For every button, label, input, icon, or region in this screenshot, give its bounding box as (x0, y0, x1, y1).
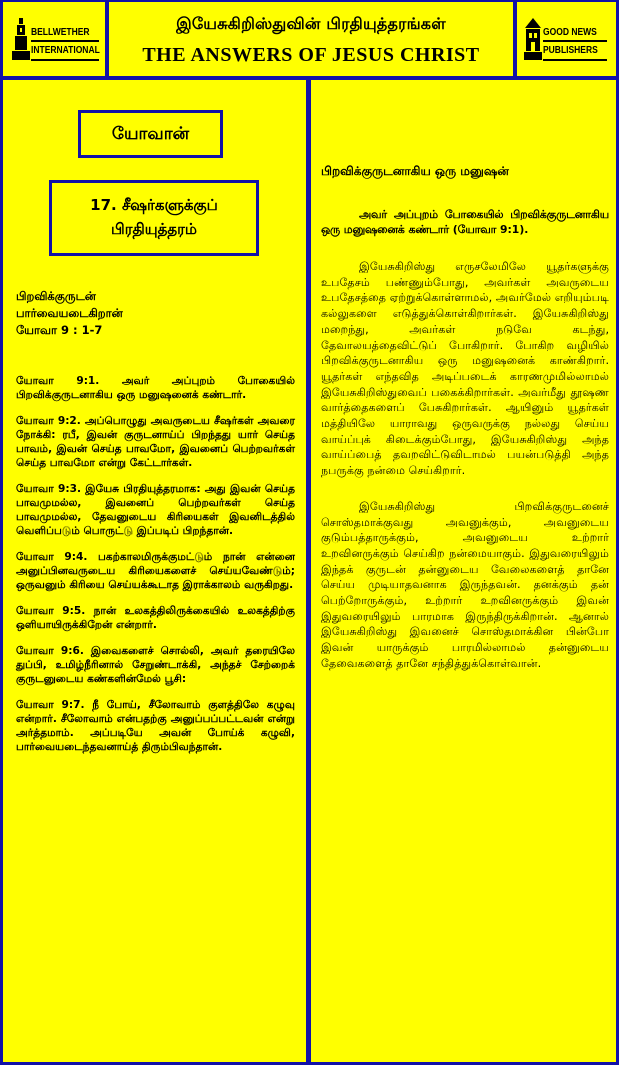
chapter-title (49, 180, 259, 256)
verse-item: யோவா 9:5. நான் உலகத்திலிருக்கையில் உலகத்திற்கு ஒளியாயிருக்கிறேன் என்றார். (16, 605, 295, 631)
commentary-paragraph: இயேசுகிறிஸ்து பிறவிக்குருடனைச் சொஸ்தமாக்குவது அவனுக்கும், அவனுடைய குடும்பத்தாருக்கும், அவனுடைய உற்றார் உறவினருக்கும் செய்கிற நன்மையாகும். இதுவரையிலும் இந்தக் குருடன் தன்னுடைய வேலைகளைத் தானே செய்ய முடியாதவனாக இருந்தவன். தனக்கும் தன் பெற்றோருக்கும், உற்றார் உறவினருக்கும் இவன் இதுவரையிலும் பாரமாக இருந்திருக்கிறான். ஆனால் இயேசுகிறிஸ்து இவனைச் சொஸ்தமாக்கின பின்போ இவன் யாருக்கும் பாரமில்லாமல் தன்னுடைய தேவைகளைத் தானே சந்தித்துக்கொள்வான். (321, 499, 609, 670)
commentary-heading: பிறவிக்குருடனாகிய ஒரு மனுஷன் (321, 164, 509, 178)
chapter-title-line1: 17. சீஷர்களுக்குப் (90, 196, 218, 214)
commentary-body (321, 208, 609, 692)
tower-icon (11, 16, 31, 62)
verse-item: யோவா 9:6. இவைகளைச் சொல்லி, அவர் தரையிலே துப்பி, உமிழ்நீரினால் சேறுண்டாக்கி, அந்தச் சேற்றைக் குருடனுடைய கண்களின்மேல் பூசி: (16, 645, 295, 685)
header-right-logo (517, 2, 616, 76)
section-title-line1: பிறவிக்குருடன் (16, 289, 96, 303)
left-column (3, 80, 306, 1062)
book-title: யோவான் (78, 110, 223, 158)
header-title-english: THE ANSWERS OF JESUS CHRIST (142, 44, 480, 66)
building-icon (523, 16, 543, 62)
commentary-lead: அவர் அப்புறம் போகையில் பிறவிக்குருடனாகிய ஒரு மனுஷனைக் கண்டார் (யோவா 9:1). (321, 208, 609, 236)
verse-item: யோவா 9:2. அப்பொழுது அவருடைய சீஷர்கள் அவரை நோக்கி: ரபீ, இவன் குருடனாய்ப் பிறந்தது யார் செய்த பாவம், இவன் செய்த பாவமோ, இவனைப் பெற்றவர்கள் செய்த பாவமோ என்று கேட்டார்கள். (16, 415, 295, 469)
good-news-logo (521, 12, 611, 66)
right-column (311, 80, 616, 1062)
commentary-paragraph: இயேசுகிறிஸ்து எருசலேமிலே யூதர்களுக்கு உபதேசம் பண்ணும்போது, அவர்கள் அவருடைய உபதேசத்தை ஏற்றுக்கொள்ளாமல், அவர்மேல் எறியும்படி கல்லுகளை எடுத்துக்கொள்கிறார்கள். இயேசுகிறிஸ்து மறைந்து, அவர்கள் நடுவே கடந்து, தேவாலயத்தைவிட்டுப் போகிறார். போகிற வழியில் பிறவிக்குருடனாகிய ஒரு மனுஷனைக் காண்கிறார். யூதர்கள் எந்தவித அடிப்படைக் காரணமுமில்லாமல் இயேசுகிறிஸ்துவைப் பகைக்கிறார்கள். அவர்மீது தூஷண வார்த்தைகளைப் பேசுகிறார்கள். ஆயினும் யூதர்கள் மத்தியிலே யாராவது ஒருவருக்கு நல்லது செய்ய வாய்ப்புக் கிடைக்கும்போது, இயேசுகிறிஸ்து அந்த வாய்ப்பைத் தவறவிட்டுவிடாமல் பயன்படுத்தி அந்த நபருக்கு நன்மை செய்கிறார். (321, 260, 609, 478)
verse-item: யோவா 9:1. அவர் அப்புறம் போகையில் பிறவிக்குருடனாகிய ஒரு மனுஷனைக் கண்டார். (16, 375, 295, 401)
section-title (16, 288, 296, 339)
verse-item: யோவா 9:3. இயேசு பிரதியுத்தரமாக: அது இவன் செய்த பாவமுமல்ல, இவனைப் பெற்றவர்கள் செய்த பாவமுமல்ல, தேவனுடைய கிரியைகள் இவனிடத்தில் வெளிப்படும் பொருட்டு இப்படிப் பிறந்தான். (16, 483, 295, 537)
header-title-tamil: இயேசுகிறிஸ்துவின் பிரதியுத்தரங்கள் (176, 14, 446, 33)
section-title-line2: பார்வையடைகிறான் (16, 306, 123, 320)
header-title-panel (109, 2, 513, 76)
logo-line1: BELLWETHER (31, 27, 90, 38)
logo-line1: GOOD NEWS (543, 27, 597, 38)
header-left-logo (3, 2, 105, 76)
logo-line2: PUBLISHERS (543, 45, 598, 56)
verse-item: யோவா 9:7. நீ போய், சீலோவாம் குளத்திலே கழுவு என்றார். சீலோவாம் என்பதற்கு அனுப்பப்பட்டவன் என்று அர்த்தமாம். அப்படியே அவன் போய்க் கழுவி, பார்வையடைந்தவனாய்த் திரும்பிவந்தான். (16, 699, 295, 753)
verse-list (16, 374, 295, 766)
bellwether-logo (9, 12, 99, 66)
logo-divider (543, 40, 607, 42)
logo-line2: INTERNATIONAL (31, 45, 100, 56)
logo-divider (31, 40, 99, 42)
logo-divider (543, 59, 607, 61)
verse-item: யோவா 9:4. பகற்காலமிருக்குமட்டும் நான் என்னை அனுப்பினவருடைய கிரியைகளைச் செய்யவேண்டும்; ஒருவனும் கிரியை செய்யக்கூடாத இராக்காலம் வருகிறது. (16, 551, 295, 591)
chapter-title-line2: பிரதியுத்தரம் (111, 220, 197, 238)
section-reference: யோவா 9 : 1-7 (16, 323, 103, 337)
logo-divider (31, 59, 99, 61)
